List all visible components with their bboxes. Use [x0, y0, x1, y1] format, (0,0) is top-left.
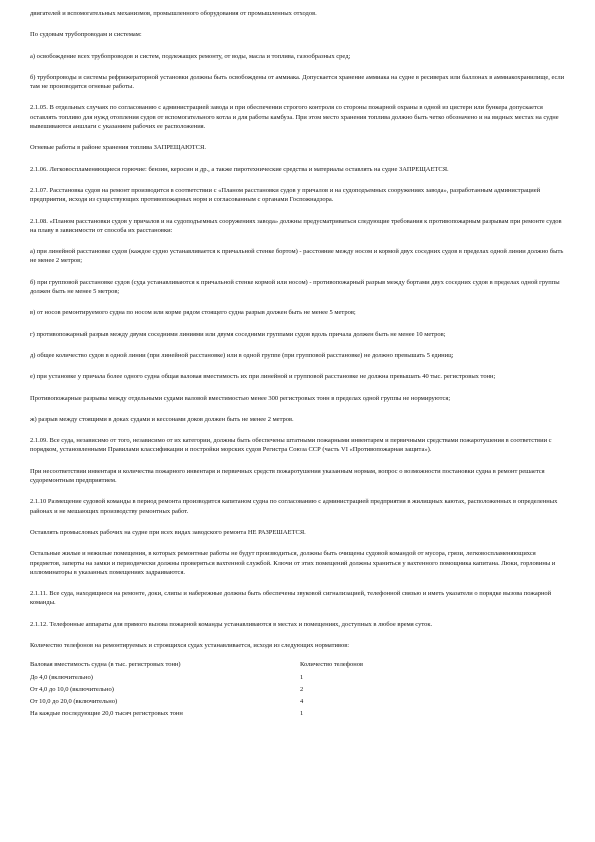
paragraph-small-vessels: Противопожарные разрывы между отдельными судами валовой вместимостью менее 300 регистровых тонн в пределах одной группы не нормируются;: [30, 394, 451, 402]
paragraph-2-1-08: 2.1.08. «Планом расстановки судов у причалов и на судоподъемных сооружениях завода» должны предусматриваться следующие требования к противопожарным разрывам при ремонте судов на плаву в зависимости от способа их расстановки:: [30, 217, 562, 234]
paragraph-inventory-mismatch: При несоответствии инвентаря и количества пожарного инвентаря и первичных средств пожаротушения указанным нормам, вопрос о возможности постановки судна в ремонт решается судоремонтным предприятием.: [30, 467, 545, 485]
paragraph-2-1-10: 2.1.10 Размещение судовой команды в период ремонта производится капитаном судна по согласованию с администрацией предприятия в жилищных каютах, расположенных в определенных районах и не мешающих производству ремонтных работ.: [30, 498, 558, 515]
paragraph-bow-stern-gap: в) от носов ремонтируемого судна по носом или корме рядом стоящего судна разрыв должен быть не менее 5 метров;: [30, 309, 356, 317]
paragraph-workers-prohibition: Оставлять промысловых рабочих на судне при всех видах заводского ремонта НЕ РАЗРЕШАЕТСЯ.: [30, 528, 306, 536]
table-cell-tonnage: От 10,0 до 20,0 (включительно): [30, 698, 118, 706]
paragraph-2-1-09: 2.1.09. Все суда, независимо от того, независимо от их категории, должны быть обеспечены штатными пожарными инвентарем и первичными средствами пожаротушения в соответствии с порядком, установленными Правилами классификации и постройки морских судов Регистра Союза ССР (часть VI «Противопожарная защита»).: [30, 437, 552, 454]
table-cell-phones: 1: [300, 710, 304, 718]
paragraph-2-1-11: 2.1.11. Все суда, находящиеся на ремонте, доки, слипы и набережные должны быть обеспечены звуковой сигнализацией, телефонной связью и иметь указатели о порядке вызова пожарной команды.: [30, 590, 552, 607]
table-cell-phones: 4: [300, 698, 304, 706]
paragraph-item-b: б) трубопроводы и системы рефрижераторной установки должны быть освобождены от аммиака. Допускается хранение аммиака на судне в ресиверах или баллонах в аммиакохранилище, если там не производятся огневые работы.: [30, 73, 565, 91]
paragraph-linear-placement: а) при линейной расстановке судов (каждое судно устанавливается к причальной стенке бортом) - расстояние между носом и кормой двух соседних судов в пределах одной линии должно быть не менее 2 метров;: [30, 248, 564, 265]
paragraph-2-1-07: 2.1.07. Расстановка судов на ремонт производится в соответствии с «Планом расстановки судов у причалов и на судоподъемных сооружениях завода», разработанным администрацией предприятия, исходя из существующих противопожарных норм и согласованным с органами Госпожнадзора.: [30, 186, 541, 204]
paragraph-line-gap: г) противопожарный разрыв между двумя соседними линиями или двумя соседними группами судов вдоль причала должен быть не менее 10 метров;: [30, 330, 446, 338]
paragraph-dock-gap: ж) разрыв между стоящими в доках судами и кессонами доков должен быть не менее 2 метров.: [30, 415, 294, 423]
paragraph-continuation: двигателей и вспомогательных механизмов, промышленного оборудования от промышленных отходов.: [30, 10, 317, 17]
paragraph-tonnage-limit: е) при установке у причала более одного судна общая валовая вместимость их при линейной и групповой расстановке не должна превышать 40 тыс. регистровых тонн;: [30, 373, 496, 381]
table-cell-phones: 2: [300, 685, 304, 693]
table-header-tonnage: Валовая вместимость судна (в тыс. регистровых тонн): [30, 661, 181, 669]
table-row: [30, 685, 565, 697]
paragraph-group-placement: б) при групповой расстановке судов (суда устанавливаются к причальной стенке кормой или носом) - противопожарный разрыв между бортами двух соседних судов в пределах одной группы должен быть не менее 5 метров;: [30, 278, 560, 296]
table-cell-tonnage: На каждые последующие 20,0 тысяч регистровых тонн: [30, 710, 183, 718]
table-cell-tonnage: От 4,0 до 10,0 (включительно): [30, 685, 114, 693]
table-row: [30, 709, 565, 721]
table-header-row: [30, 660, 565, 672]
table-row: [30, 697, 565, 709]
paragraph-2-1-06: 2.1.06. Легковоспламеняющиеся горючие: бензин, керосин и др., а также пиротехнические средства и материалы оставлять на судне ЗАПРЕЩАЕТСЯ.: [30, 165, 449, 173]
paragraph-pipelines-heading: По судовым трубопроводам и системам:: [30, 31, 142, 39]
paragraph-fuel-prohibition: Огневые работы в районе хранения топлива ЗАПРЕЩАЮТСЯ.: [30, 144, 206, 152]
table-header-phones: Количество телефонов: [300, 661, 364, 669]
phone-norms-table: [30, 660, 565, 721]
table-row: [30, 673, 565, 685]
paragraph-phone-norms: Количество телефонов на ремонтируемых и строящихся судах устанавливается, исходя из следующих нормативов:: [30, 641, 350, 649]
paragraph-2-1-05: 2.1.05. В отдельных случаях по согласованию с администрацией завода и при обеспечении строгого контроля со стороны пожарной охраны в одной из цистерн или бункера допускается оставлять топливо для нужд отопления судов от вспомогательного котла и для работы камбуза. При этом место хранения топлива должно быть четко обозначено и на видных местах на судне вывешиваются аншлаги с указанием рабочих ее расположения.: [30, 104, 559, 131]
paragraph-vessel-count: д) общее количество судов в одной линии (при линейной расстановке) или в одной группе (при групповой расстановке) не должно превышать 5 единиц;: [30, 351, 454, 359]
paragraph-rooms: Остальные жилые и нежилые помещения, в которых ремонтные работы не будут производиться, должны быть очищены судовой командой от мусора, грязи, легковоспламеняющихся предметов, заперты на замки и периодически должны проверяться вахтенной службой. Ключи от этих помещений должны храниться у вахтенного помощника капитана. Люки, горловины и иллюминаторы в указанных помещениях задраиваются.: [30, 550, 556, 576]
paragraph-item-a: а) освобождение всех трубопроводов и систем, подлежащих ремонту, от воды, масла и топлива, газообразных сред;: [30, 52, 351, 60]
paragraph-2-1-12: 2.1.12. Телефонные аппараты для прямого вызова пожарной команды устанавливаются в местах и помещениях, доступных в любое время суток.: [30, 620, 433, 628]
table-cell-phones: 1: [300, 673, 304, 681]
table-cell-tonnage: До 4,0 (включительно): [30, 673, 93, 681]
